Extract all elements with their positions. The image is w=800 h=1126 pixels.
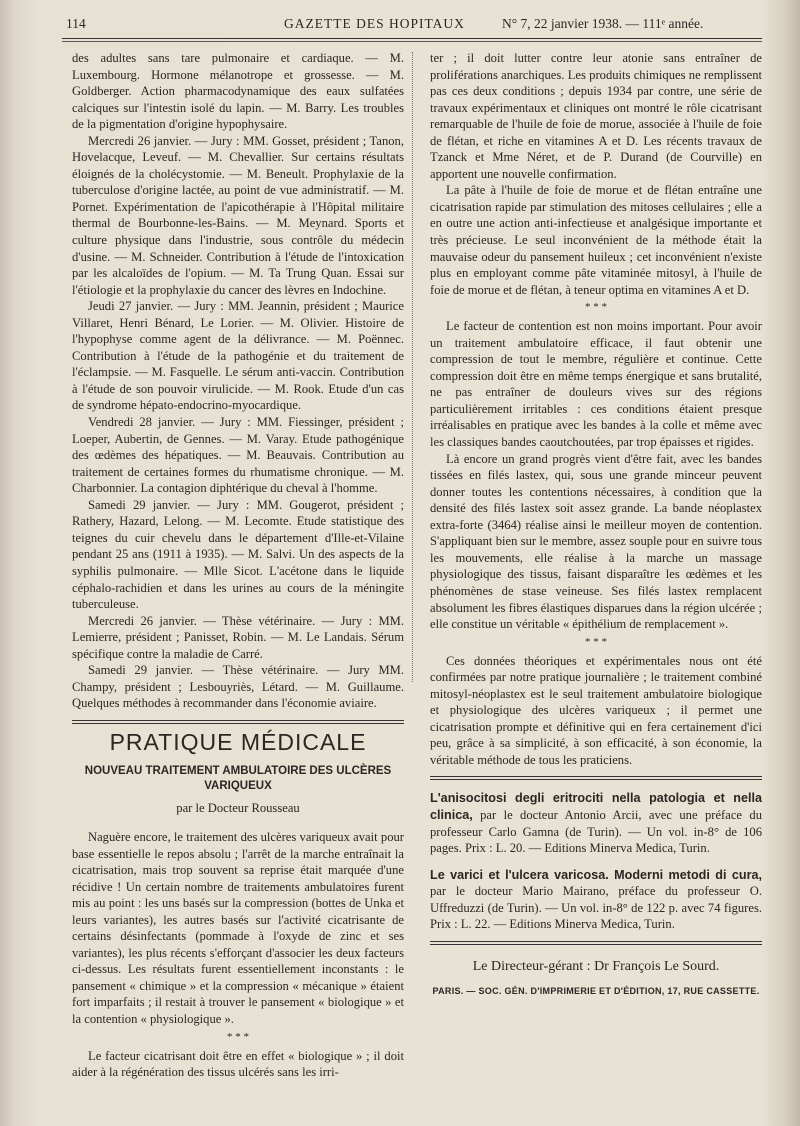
article-paragraph: Ces données théoriques et expérimentales nous ont été confirmées par notre pratique journalière ; le traitement combiné mitosyl-néoplastex est le seul traitement ambulatoire biologique et physiologique des ulcères variqueux ; il permet une cicatrisation prompte et définitive qui en fera certainement d'ici peu, grâce à sa simplicité, à son efficacité, à son économie, la véritable méthode de tous les praticiens. bbox=[430, 653, 762, 767]
page-number: 114 bbox=[66, 16, 86, 31]
veterinary-thesis-wednesday: Mercredi 26 janvier. — Thèse vétérinaire. — Jury : MM. Lemierre, président ; Panisset, Robin. — M. Le Landais. Sérum spécifique contre la maladie de Carré. bbox=[72, 613, 404, 661]
article-paragraph: Le facteur cicatrisant doit être en effet « biologique » ; il doit aider à la régénération des tissus ulcérés sans les irri- bbox=[72, 1048, 404, 1080]
page-header bbox=[62, 16, 762, 38]
article-paragraph: Naguère encore, le traitement des ulcères variqueux avait pour base essentielle le repos absolu ; l'arrêt de la marche entraînait la cicatrisation, mais trop souvent sa reprise était marquée d'une récidive ! Un certain nombre de traitements ambulatoires furent mis au point : les uns basés sur la compression (bottes de Unka et leurs variantes), les autres basés sur l'activité cicatrisante de certains désinfectants (pommade à l'oxyde de zinc et ses variantes), les plus récents s'efforçant d'associer les deux facteurs ci-dessus. Les résultats furent essentiellement inconstants : le pansement « chimique » et la compression « mécanique » étaient fort imparfaits ; il restait à trouver le pansement « biologique » et la contention « physiologique ». bbox=[72, 829, 404, 1026]
right-column bbox=[430, 50, 762, 1000]
asterism: * * * bbox=[585, 635, 607, 648]
header-rule bbox=[62, 38, 762, 42]
book-review-details: par le docteur Mario Mairano, préface du professeur O. Uffreduzzi (de Turin). — Un vol. in-8° de 122 p. avec 74 figures. Prix : L. 22. — Editions Minerva Medica, Turin. bbox=[430, 884, 762, 932]
asterism: * * * bbox=[585, 301, 607, 314]
thesis-friday: Vendredi 28 janvier. — Jury : MM. Fiessinger, président ; Loeper, Aubertin, de Gennes. — M. Varay. Etude pathogénique des œdèmes des hépatiques. — M. Beauvais. Contribution au traitement de certaines formes du rhumatisme chronique. — M. Charbonnier. La contagion diphtérique du cheval à l'homme. bbox=[72, 415, 404, 496]
book-review-title: Le varici et l'ulcera varicosa. Moderni metodi di cura, bbox=[430, 867, 762, 882]
article-author: par le Docteur Rousseau bbox=[176, 801, 300, 816]
thesis-wednesday: Mercredi 26 janvier. — Jury : MM. Gosset, président ; Tanon, Hovelacque, Leveuf. — M. Chevallier. Sur certains résultats éloignés de la cholécystomie. — M. Beneult. Prophylaxie de la tuberculose d'origine lactée, au point de vue administratif. — M. Pornet. Expérimentation de l'apicothérapie à l'Hôpital militaire thermal de Bourbonne-les-Bains. — M. Meynard. Sports et culture physique dans l'industrie, sous contrôle du médecin d'usine. — M. Schneider. Contribution à l'étude de l'intoxication par les alcaloïdes de l'opium. — M. Ta Trung Quan. Essai sur l'étiologie et la prophylaxie du cancer des lèvres en Indochine. bbox=[72, 133, 404, 297]
thesis-list-continued: des adultes sans tare pulmonaire et cardiaque. — M. Luxembourg. Hormone mélanotrope et grossesse. — M. Goldberger. Action pharmacodynamique des eaux sulfatées calciques sur l'intestin isolé du lapin. — M. Barry. Les troubles de la pigmentation d'origine hypophysaire. bbox=[72, 51, 404, 132]
review-separator bbox=[430, 776, 762, 780]
article-paragraph: Le facteur de contention est non moins important. Pour avoir un traitement ambulatoire efficace, il faut obtenir une compression de tout le membre, régulière et continue. Cette compression doit être en même temps énergique et sans brutalité, ne pas entraîner de douleurs vives sur des régions particulièrement irritables : ces conditions étaient presque irréalisables en pratique avec les bandes à la colle et même avec les classiques bandes caoutchoutées, par trop épaisses et rigides. bbox=[430, 319, 762, 450]
article-paragraph: ter ; il doit lutter contre leur atonie sans entraîner de proliférations anarchiques. Les produits chimiques ne remplissent pas ces deux conditions ; depuis 1934 par contre, une série de travaux expérimentaux et cliniques ont montré le rôle cicatrisant remarquable de l'huile de foie de morue, associée à l'huile de foie de flétan, et riche en vitamines A et D. Les récents travaux de Tzanck et Mme Néret, et de P. Durand (de Courville) en apportent une nouvelle confirmation. bbox=[430, 51, 762, 181]
director-line: Le Directeur-gérant : Dr François Le Sourd. bbox=[472, 958, 720, 974]
veterinary-thesis-saturday: Samedi 29 janvier. — Thèse vétérinaire. — Jury MM. Champy, président ; Lesbouyriès, Létard. — M. Guillaume. Quelques méthodes à recommander dans l'économie aviaire. bbox=[72, 663, 404, 711]
thesis-saturday: Samedi 29 janvier. — Jury : MM. Gougerot, président ; Rathery, Hazard, Lelong. — M. Lecomte. Etude statistique des teignes du cuir chevelu dans le département d'Ille-et-Vilaine pendant 25 ans (1911 à 1935). — M. Salvi. Un des aspects de la syphilis pulmonaire. — Mlle Sicot. L'acétone dans le liquide céphalo-rachidien et dans les urines au cours de la méningite tuberculeuse. bbox=[72, 497, 404, 612]
gazette-title: GAZETTE DES HOPITAUX bbox=[284, 16, 465, 31]
book-review-details: par le docteur Antonio Arcii, avec une préface du professeur Carlo Gamna (de Turin). — Un vol. in-8° de 106 pages. Prix : L. 20. — Editions Minerva Medica, Turin. bbox=[430, 807, 762, 856]
article-title: NOUVEAU TRAITEMENT AMBULATOIRE DES ULCÈRES VARIQUEUX bbox=[84, 765, 392, 793]
article-paragraph: Là encore un grand progrès vient d'être fait, avec les bandes tissées en filés lastex, qui, sous une grande minceur peuvent donner toutes les contentions nécessaires, à condition que la densité des filés lastex soit assez grande. La bande néoplastex extra-forte (3464) réalise ainsi le meilleur moyen de contention. S'appliquant bien sur le membre, assez souple pour en suivre tous les mouvements, elle réalise à la marche un massage physiologique des tissus, faisant disparaître les œdèmes et les phénomènes de stase veineuse. Ses filés lastex remplacent absolument les fibres élastiques disparues dans la région ulcérée ; elle constitue un véritable « épithélium de remplacement ». bbox=[430, 451, 762, 632]
footer-separator bbox=[430, 941, 762, 945]
printer-line: PARIS. — SOC. GÉN. D'IMPRIMERIE ET D'ÉDITION, 17, RUE CASSETTE. bbox=[432, 986, 760, 997]
thesis-thursday: Jeudi 27 janvier. — Jury : MM. Jeannin, président ; Maurice Villaret, Henri Bénard, Le Lorier. — M. Olivier. Histoire de l'hypophyse comme agent de la délivrance. — M. Poënnec. Contribution à l'étude de la pathogénie et du traitement de l'éclampsie. — M. Fasquelle. Le sérum anti-vaccin. Contribution à l'étude de son pouvoir virulicide. — M. Rook. Etude d'un cas de syndrome hépato-endocrino-myocardique. bbox=[72, 299, 404, 413]
book-review bbox=[430, 790, 762, 856]
asterism: * * * bbox=[227, 1030, 249, 1043]
section-separator bbox=[72, 720, 404, 724]
section-title: PRATIQUE MÉDICALE bbox=[109, 728, 367, 755]
book-review bbox=[430, 867, 762, 933]
book-review-title: L'anisocitosi degli eritrociti nella patologia et nella clinica, bbox=[430, 791, 762, 822]
article-paragraph: La pâte à l'huile de foie de morue et de flétan entraîne une cicatrisation rapide par stimulation des mitoses cellulaires ; elle a en outre une action anti-infectieuse et analgésique importante et très précieuse. Le seul inconvénient de la méthode était la mauvaise odeur du pansement huileux ; cet inconvénient n'existe plus en employant comme pâte vitaminée mitosyl, à l'huile de foie de morue et de flétan, à teneur optima en vitamines A et D. bbox=[430, 183, 762, 297]
column-divider bbox=[412, 52, 413, 682]
issue-info: N° 7, 22 janvier 1938. — 111ᵉ année. bbox=[502, 16, 704, 31]
left-column bbox=[72, 50, 404, 1081]
